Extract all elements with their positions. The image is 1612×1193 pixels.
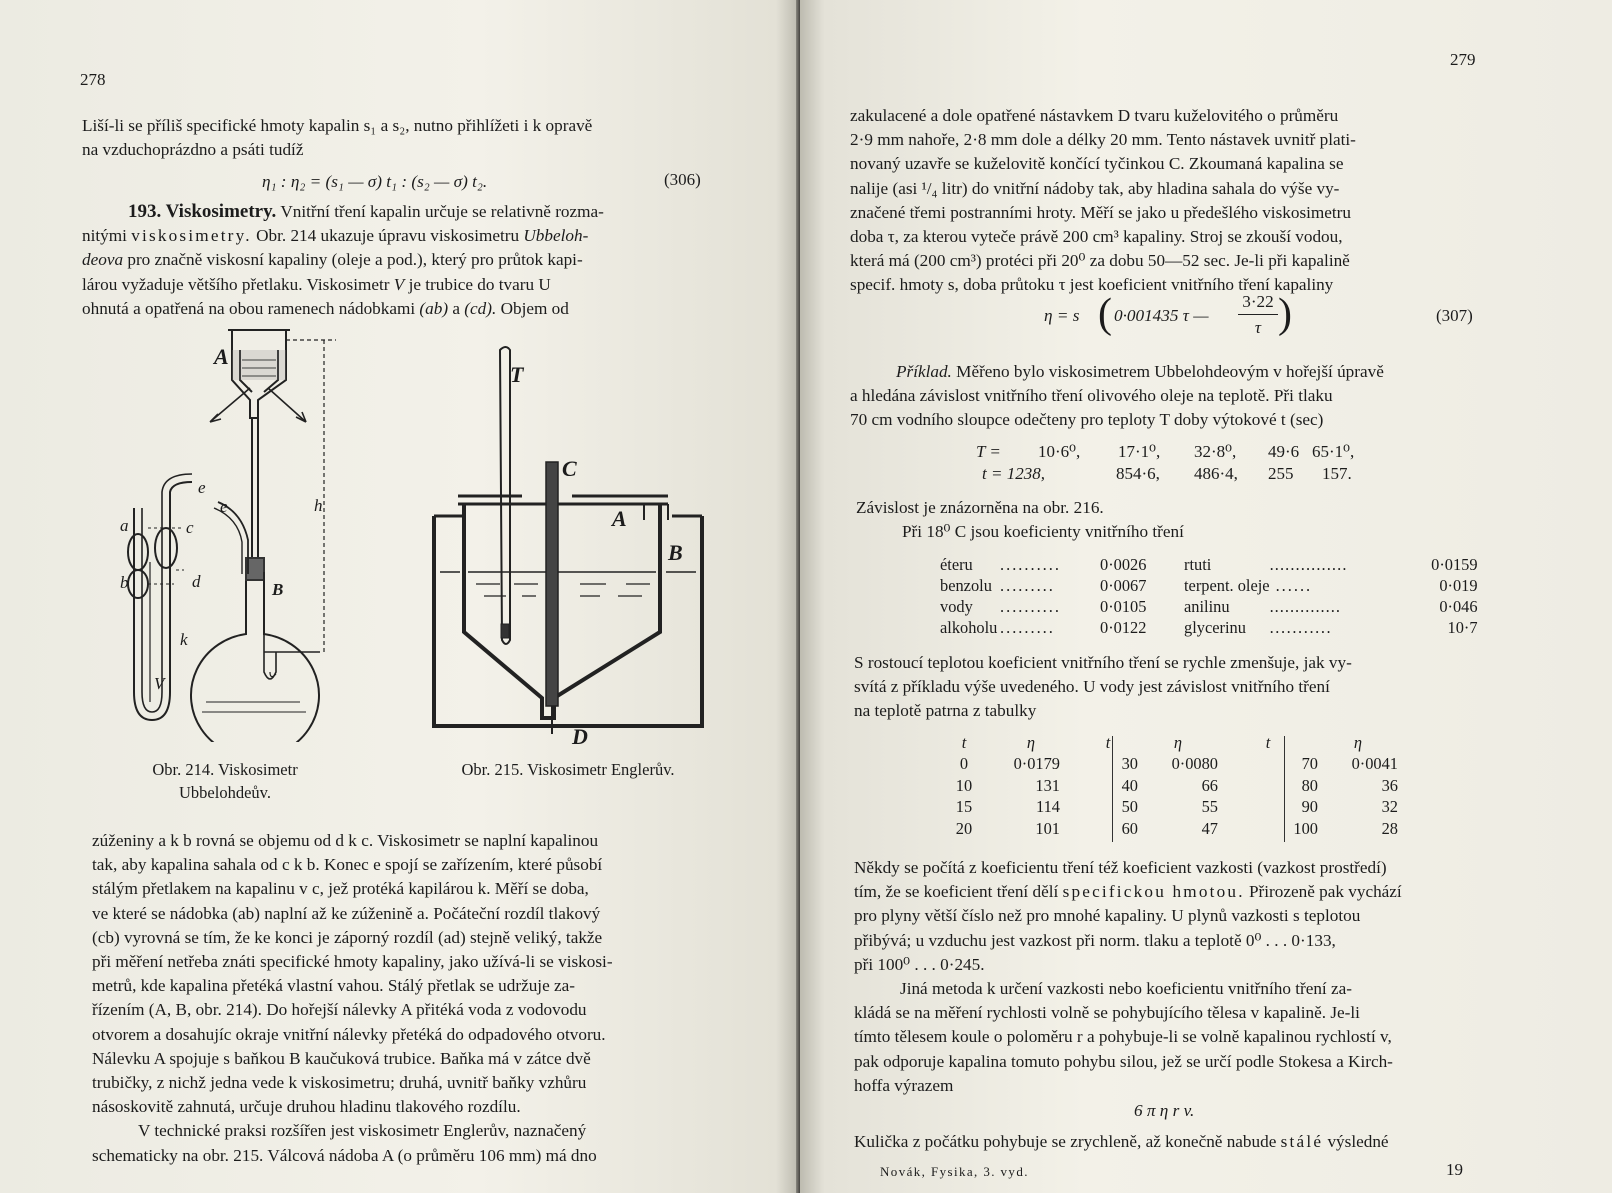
table-cell: .......... xyxy=(1000,554,1061,574)
table-cell: glycerinu xyxy=(1184,617,1246,637)
table-header: t xyxy=(961,732,967,752)
table-header: η xyxy=(1173,732,1183,752)
equation-307-number: (307) xyxy=(1436,306,1473,325)
body-paragraph xyxy=(92,829,724,1168)
section-heading: 193. Viskosimetry. xyxy=(128,201,277,222)
fig214-label-A: A xyxy=(214,344,229,369)
top-line: specif. hmoty s, doba průtoku τ jest koeficient vnitřního tření kapaliny xyxy=(850,275,1334,295)
table-cell: .............. xyxy=(1269,596,1341,616)
figure-214-viskosimetr-ubbelohde xyxy=(110,322,370,742)
water-viscosity-table xyxy=(944,732,1434,842)
table-cell: 32 xyxy=(1381,797,1398,817)
fig214-caption xyxy=(110,758,340,804)
table-cell: 50 xyxy=(1121,797,1138,817)
text-line: Někdy se počítá z koeficientu tření též koeficient vazkosti (vazkost prostředí) xyxy=(854,858,1387,877)
body-line: řízením (A, B, obr. 214). Do hořejší nálevky A přitéká voda z vodovodu xyxy=(92,1000,587,1020)
T-value: 65·1⁰, xyxy=(1312,442,1355,461)
fig214-label-B: B xyxy=(272,580,284,599)
table-cell: 10·7 xyxy=(1447,617,1478,637)
table-cell: 70 xyxy=(1301,754,1318,774)
table-cell: 80 xyxy=(1301,775,1318,795)
table-row xyxy=(940,596,1478,617)
text-span: je trubice do tvaru U xyxy=(408,274,551,294)
fig214-caption-line: Obr. 214. Viskosimetr xyxy=(152,760,298,779)
table-cell: ...... xyxy=(1275,575,1313,595)
page-number-left: 278 xyxy=(80,70,106,89)
table-cell: 0·019 xyxy=(1439,575,1478,595)
text-line: pak odporuje kapalina tomuto pohybu silou, jež se určí podle Stokesa a Kirch- xyxy=(854,1051,1393,1071)
text-span: pro značně viskosní kapaliny (oleje a pod.), který pro průtok kapi- xyxy=(127,250,583,270)
fig215-label-C: C xyxy=(562,456,577,481)
body-line: V technické praksi rozšířen jest viskosimetr Englerův, naznačený xyxy=(138,1121,587,1141)
eq307-lhs: η = s xyxy=(1044,306,1080,325)
table-row xyxy=(940,575,1478,596)
table-cell: 0 xyxy=(959,754,969,774)
viscosity-paragraph xyxy=(854,856,1488,1098)
fig214-label-e: e xyxy=(198,478,206,497)
equation-306: η₁ : η₂ = (s₁ — σ) t₁ : (s₂ — σ) t₂. xyxy=(262,172,488,191)
example-line: 70 cm vodního sloupce odečteny pro teploty T doby výtokové t (sec) xyxy=(850,410,1324,430)
term-viskosimetry: viskosimetry. xyxy=(131,226,252,246)
text-span: Objem od xyxy=(500,298,569,318)
table-row xyxy=(944,818,1398,840)
text-span: Měřeno bylo viskosimetrem Ubbelohdeovým v hořejší úpravě xyxy=(956,362,1384,381)
t-value: 157. xyxy=(1322,464,1352,483)
signature-number: 19 xyxy=(1446,1160,1463,1179)
text-span: tím, že se koeficient tření dělí xyxy=(854,882,1059,902)
table-cell: .......... xyxy=(1000,596,1061,616)
text-span: Přirozeně pak vychází xyxy=(1249,882,1402,902)
intro-paragraph xyxy=(82,114,712,162)
table-cell: 0·0026 xyxy=(1100,554,1147,574)
fig214-label-b: b xyxy=(120,573,129,592)
top-line: doba τ, za kterou vyteče právě 200 cm³ kapaliny. Stroj se zkouší vodou, xyxy=(850,227,1343,247)
T-value: 32·8⁰, xyxy=(1194,442,1237,461)
left-page xyxy=(0,0,800,1193)
text-line: pro plyny větší číslo než pro mnohé kapaliny. U plynů vazkosti s teplotou xyxy=(854,906,1361,926)
table-row xyxy=(944,797,1398,819)
text-line: Jiná metoda k určení vazkosti nebo koeficientu vnitřního tření za- xyxy=(900,979,1352,999)
T-value: 10·6⁰, xyxy=(1038,442,1081,461)
table-cell: 20 xyxy=(955,818,973,838)
symbol-ab: (ab) xyxy=(419,298,449,318)
fig214-label-c: c xyxy=(186,518,194,537)
top-line: která má (200 cm³) protéci při 20⁰ za dobu 50—52 sec. Je-li při kapalině xyxy=(850,251,1350,271)
table-cell: 101 xyxy=(1035,818,1060,838)
text-line: při 100⁰ . . . 0·245. xyxy=(854,954,985,974)
fig215-label-T: T xyxy=(510,362,524,387)
fig214-caption-line: Ubbelohdeův. xyxy=(179,783,271,802)
text-span: lárou vyžaduje většího přetlaku. Viskosimetr xyxy=(82,274,390,294)
table-header: t xyxy=(1105,732,1111,752)
last-line xyxy=(854,1130,1488,1154)
table-cell: vody xyxy=(940,596,973,616)
table-row xyxy=(944,775,1398,797)
table-cell: 55 xyxy=(1201,797,1218,817)
symbol-cd: (cd). xyxy=(464,298,497,318)
body-line: metrů, kde kapalina přetéká vlastní vahou. Stálý přetlak se udržuje za- xyxy=(92,976,575,996)
fig214-label-a: a xyxy=(120,516,129,535)
fig215-label-B: B xyxy=(668,540,683,565)
stokes-formula: 6 π η r v. xyxy=(1134,1101,1195,1120)
body-line: ve které se nádobka (ab) naplní až ke zúženině a. Počáteční rozdíl tlakový xyxy=(92,903,601,923)
table-cell: éteru xyxy=(940,554,973,574)
table-cell: ........... xyxy=(1269,617,1333,637)
table-cell: 0·0122 xyxy=(1100,617,1147,637)
text-span: Obr. 214 ukazuje úpravu viskosimetru xyxy=(256,226,520,246)
eq307-denominator: τ xyxy=(1254,318,1262,337)
table-cell: 66 xyxy=(1201,775,1218,795)
coef-intro: Při 18⁰ C jsou koeficienty vnitřního tření xyxy=(902,522,1184,542)
equation-306-number: (306) xyxy=(664,170,701,189)
top-line: 2·9 mm nahoře, 2·8 mm dole a délky 20 mm. Tento nástavek uvnitř plati- xyxy=(850,130,1356,150)
table-cell: 10 xyxy=(955,775,973,795)
table-cell: anilinu xyxy=(1184,596,1230,616)
mid-line: S rostoucí teplotou koeficient vnitřního tření se rychle zmenšuje, jak vy- xyxy=(854,653,1352,672)
name-ubbelohdeova-end: deova xyxy=(82,250,124,270)
page-number-right: 279 xyxy=(1450,50,1476,69)
top-line: novaný uzavře se kuželovitě končící tyčinkou C. Zkoumaná kapalina se xyxy=(850,154,1344,174)
table-cell: 30 xyxy=(1121,754,1138,774)
table-cell: benzolu xyxy=(940,575,992,595)
term-specifickou-hmotou: specifickou hmotou. xyxy=(1062,882,1245,902)
text-span: Kulička z počátku pohybuje se zrychleně, až konečně nabude xyxy=(854,1132,1277,1151)
table-header: t xyxy=(1265,732,1271,752)
fig214-label-e: e xyxy=(220,497,228,516)
eq307-paren-right: ) xyxy=(1278,291,1292,337)
right-page xyxy=(800,0,1612,1193)
intro-line: Liší-li se příliš specifické hmoty kapalin s₁ a s₂, nutno přihlížeti i k opravě xyxy=(82,116,593,135)
table-header: η xyxy=(1353,732,1363,752)
footer-signature: Novák, Fysika, 3. vyd. xyxy=(880,1164,1029,1179)
name-ubbelohdeova: Ubbeloh- xyxy=(523,226,589,246)
T-value: 49·6 xyxy=(1268,442,1300,461)
table-cell: ......... xyxy=(1000,617,1055,637)
term-stale: stálé xyxy=(1280,1132,1324,1151)
body-line: schematicky na obr. 215. Válcová nádoba A (o průměru 106 mm) má dno xyxy=(92,1145,597,1165)
t-label: t = 1238, xyxy=(982,464,1045,483)
mid-line: na teplotě patrna z tabulky xyxy=(854,701,1037,721)
text-span: Vnitřní tření kapalin určuje se relativně rozma- xyxy=(280,202,604,221)
example-label: Příklad. xyxy=(896,362,952,381)
body-line: trubičky, z nichž jedna vede k viskosimetru; druhá, uvnitř baňky vzhůru xyxy=(92,1073,587,1093)
mid-paragraph xyxy=(854,651,1488,724)
top-line: značené třemi postranními hroty. Měří se jako u předešlého viskosimetru xyxy=(850,202,1352,222)
table-cell: ............... xyxy=(1269,554,1348,574)
table-cell: terpent. oleje xyxy=(1184,575,1270,595)
dependence-paragraph xyxy=(856,496,1492,544)
example-values xyxy=(800,442,1612,492)
top-line: zakulacené a dole opatřené nástavkem D tvaru kuželovitého o průměru xyxy=(850,106,1339,125)
body-line: tak, aby kapalina sahala od c k b. Konec e spojí se zařízením, které působí xyxy=(92,855,603,875)
fig215-caption: Obr. 215. Viskosimetr Englerův. xyxy=(461,760,675,779)
dependence-line: Závislost je znázorněna na obr. 216. xyxy=(856,498,1104,517)
body-line: násoskovitě zahnutá, určuje druhou hladinu tlakového rozdílu. xyxy=(92,1097,521,1117)
table-cell: 0·0179 xyxy=(1013,754,1060,774)
fig215-label-A: A xyxy=(612,506,627,531)
text-span: a xyxy=(452,298,460,318)
table-cell: 0·0080 xyxy=(1171,754,1218,774)
body-line: při měření netřeba znáti specifické hmoty kapaliny, jako užívá-li se viskosi- xyxy=(92,952,613,972)
T-label: T = xyxy=(976,442,1001,461)
table-cell: 0·0067 xyxy=(1100,575,1147,595)
table-cell: 0·0105 xyxy=(1100,596,1147,616)
body-line: (cb) vyrovná se tím, že ke konci je záporný rozdíl (ad) stejně veliký, takže xyxy=(92,927,603,947)
t-value: 486·4, xyxy=(1194,464,1238,483)
T-value: 17·1⁰, xyxy=(1118,442,1161,461)
table-cell: 47 xyxy=(1201,818,1218,838)
example-line: a hledána závislost vnitřního tření olivového oleje na teplotě. Při tlaku xyxy=(850,386,1333,406)
table-cell: 0·0041 xyxy=(1351,754,1398,774)
table-cell: 0·0159 xyxy=(1431,554,1478,574)
example-paragraph xyxy=(850,360,1486,433)
table-cell: alkoholu xyxy=(940,617,998,637)
top-paragraph xyxy=(850,104,1486,298)
section-193-paragraph xyxy=(82,200,712,321)
fig214-label-V: V xyxy=(154,674,165,693)
top-line: nalije (asi ¹/₄ litr) do vnitřní nádoby tak, aby hladina sahala do výše vy- xyxy=(850,178,1340,198)
text-line: kládá se na měření rychlosti volně se pohybujícího tělesa v kapalině. Je-li xyxy=(854,1003,1360,1023)
fig215-label-D: D xyxy=(572,724,588,749)
table-cell: 15 xyxy=(955,797,973,817)
table-cell: 114 xyxy=(1036,797,1060,817)
mid-line: svítá z příkladu výše uvedeného. U vody jest závislost vnitřního tření xyxy=(854,677,1330,697)
table-cell: 28 xyxy=(1381,818,1398,838)
table-row xyxy=(944,754,1398,776)
eq307-inner: 0·001435 τ — xyxy=(1114,306,1209,325)
fig214-label-h: h xyxy=(314,496,323,515)
table-row xyxy=(940,617,1478,638)
coefficient-table xyxy=(940,554,1478,638)
fig214-label-d: d xyxy=(192,572,201,591)
table-cell: 60 xyxy=(1121,818,1138,838)
text-line: tímto tělesem koule o poloměru r a pohybuje-li se volně kapalinou rychlostí v, xyxy=(854,1027,1392,1047)
body-line: zúženiny a k b rovná se objemu od d k c. Viskosimetr se naplní kapalinou xyxy=(92,831,599,850)
body-line: stálým přetlakem na kapalinu v c, jež protéká kapilárou k. Měří se doba, xyxy=(92,879,589,899)
t-value: 854·6, xyxy=(1116,464,1160,483)
table-cell: 40 xyxy=(1121,775,1138,795)
table-cell: ......... xyxy=(1000,575,1055,595)
table-cell: rtuti xyxy=(1184,554,1212,574)
text-span: výsledné xyxy=(1327,1132,1389,1151)
text-line: přibývá; u vzduchu jest vazkost při norm. tlaku a teplotě 0⁰ . . . 0·133, xyxy=(854,930,1336,950)
eq307-numerator: 3·22 xyxy=(1242,292,1274,311)
table-header: η xyxy=(1026,732,1036,752)
intro-line: na vzduchoprázdno a psáti tudíž xyxy=(82,140,304,160)
symbol-V: V xyxy=(393,274,405,294)
text-line: hoffa výrazem xyxy=(854,1075,954,1095)
table-row xyxy=(940,554,1478,575)
body-line: Nálevku A spojuje s baňkou B kaučuková trubice. Baňka má v zátce dvě xyxy=(92,1048,591,1068)
table-cell: 131 xyxy=(1035,775,1060,795)
fig214-label-k: k xyxy=(180,630,188,649)
text-span: nitými xyxy=(82,226,127,246)
table-cell: 36 xyxy=(1381,775,1398,795)
eq307-paren-left: ( xyxy=(1098,291,1112,337)
table-cell: 90 xyxy=(1301,797,1318,817)
table-cell: 100 xyxy=(1293,818,1318,838)
table-cell: 0·046 xyxy=(1439,596,1478,616)
text-span: ohnutá a opatřená na obou ramenech nádobkami xyxy=(82,298,416,318)
t-value: 255 xyxy=(1268,464,1294,483)
table-header-row xyxy=(944,732,1398,754)
body-line: otvorem a dosahujíc okraje vnitřní nálevky přetéká do odpadového otvoru. xyxy=(92,1024,606,1044)
